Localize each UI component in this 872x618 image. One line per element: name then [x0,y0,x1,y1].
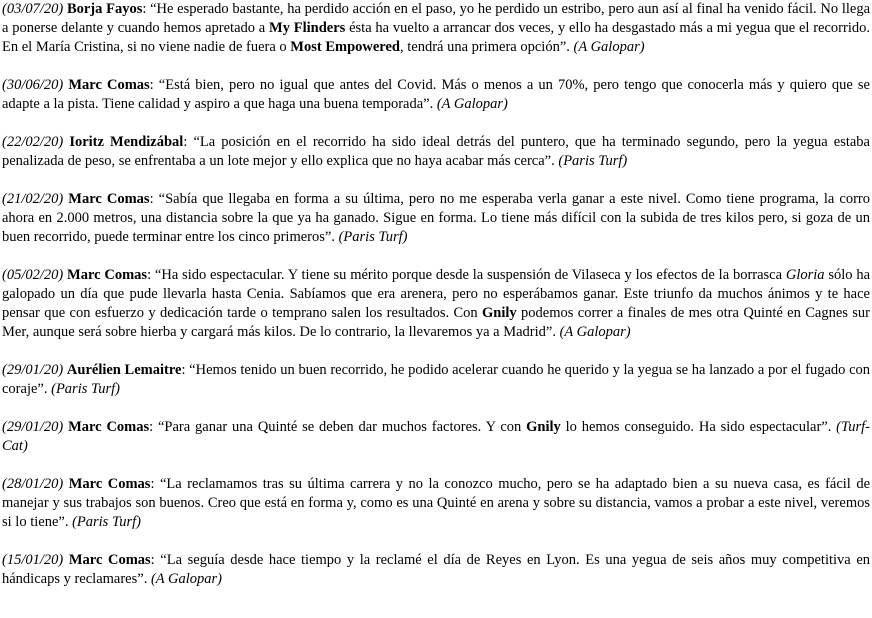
quote-source: (A Galopar) [436,96,508,112]
quote-date: (22/02/20) [2,134,64,150]
quote-source: (A Galopar) [559,324,631,340]
quote-source: (Paris Turf) [338,229,408,245]
quote-date: (03/07/20) [2,1,64,17]
quote-text: ésta ha vuelto a arrancar dos veces, y ello ha desgastado más a mi yegua que el recorrido. En el María Cristina, si no viene nadie de fuera o [2,20,870,55]
quote-entry [2,551,870,589]
horse-name: Most Empowered [290,39,400,55]
horse-name: Gnily [482,305,517,321]
quote-date: (28/01/20) [2,476,64,492]
quote-text: lo hemos conseguido. Ha sido espectacular”. [560,419,837,435]
quote-date: (15/01/20) [2,552,64,568]
quote-source: (Turf-Cat) [2,419,871,454]
quote-text: : “La reclamamos tras su última carrera y no la conozco mucho, pero se ha adaptado bien a su nueva casa, es fácil de manejar y sus trabajos son buenos. Creo que está en forma y, como es una Quinté en arena y sobre su distancia, vamos a probar a este nivel, veremos si lo tiene”. [2,476,871,530]
quote-entry [2,133,870,171]
quote-text: : “He esperado bastante, ha perdido acción en el paso, yo he perdido un estribo, pero aun así al final ha venido fácil. No llega a ponerse delante y cuando hemos apretado a [2,1,871,36]
quote-entry [2,361,870,399]
quote-text: : “Está bien, pero no igual que antes del Covid. Más o menos a un 70%, pero tengo que conocerla más y quiero que se adapte a la pista. Tiene calidad y aspiro a que haga una buena temporada”. [2,77,870,112]
quote-entry [2,266,870,342]
quote-date: (05/02/20) [2,267,64,283]
quote-source: (A Galopar) [573,39,645,55]
speaker-name: Marc Comas [68,476,151,492]
italic-term: Gloria [785,267,825,283]
quote-date: (29/01/20) [2,362,64,378]
horse-name: Gnily [526,419,561,435]
quote-text: podemos correr a finales de mes otra Quinté en Cagnes sur Mer, aunque será sobre hierba y cargará más kilos. De lo contrario, la llevaremos ya a Madrid”. [2,305,870,340]
quote-text: , tendrá una primera opción”. [399,39,574,55]
quote-source: (Paris Turf) [51,381,120,397]
quote-date: (21/02/20) [2,191,64,207]
quote-date: (29/01/20) [2,419,64,435]
quote-text: sólo ha galopado un día que pude llevarla hasta Cenia. Sabíamos que era arenera, pero no esperábamos ganar. Este triunfo da muchos ánimos y te hace pensar que con esfuerzo y dedicación tarde o temprano salen los resultados. Con [2,267,870,321]
quote-text: : “Hemos tenido un buen recorrido, he podido acelerar cuando he querido y la yegua se ha lanzado a por el fugado con coraje”. [2,362,871,397]
quote-source: (Paris Turf) [72,514,141,530]
quote-entry [2,475,870,532]
quote-source: (A Galopar) [150,571,222,587]
quote-entry [2,190,870,247]
quote-entry [2,0,870,57]
speaker-name: Marc Comas [68,552,151,568]
quote-text: : “Ha sido espectacular. Y tiene su mérito porque desde la suspensión de Vilaseca y los efectos de la borrasca [147,267,786,283]
speaker-name: Marc Comas [68,191,150,207]
quote-source: (Paris Turf) [558,153,628,169]
quote-entry [2,418,870,456]
speaker-name: Marc Comas [68,419,150,435]
quote-entry [2,76,870,114]
speaker-name: Aurélien Lemaitre [66,362,182,378]
speaker-name: Marc Comas [68,77,150,93]
speaker-name: Ioritz Mendizábal [69,134,184,150]
quote-text: : “La seguía desde hace tiempo y la reclamé el día de Reyes en Lyon. Es una yegua de seis años muy competitiva en hándicaps y reclamares”. [2,552,870,587]
quote-text: : “La posición en el recorrido ha sido ideal detrás del puntero, que ha terminado segundo, pero la yegua estaba penalizada de peso, se enfrentaba a un lote mejor y ello explica que no haya acabar más cerca”. [2,134,870,169]
horse-name: My Flinders [269,20,346,36]
quote-text: : “Sabía que llegaba en forma a su última, pero no me esperaba verla ganar a este nivel. Como tiene programa, la corro ahora en 2.000 metros, una distancia sobre la que ya ha ganado. Sigue en forma. Lo tiene más difícil con la subida de tres kilos pero, si goza de un buen recorrido, puede terminar entre los cinco primeros”. [2,191,870,245]
speaker-name: Marc Comas [67,267,148,283]
quote-date: (30/06/20) [2,77,64,93]
speaker-name: Borja Fayos [66,1,143,17]
quote-text: : “Para ganar una Quinté se deben dar muchos factores. Y con [149,419,527,435]
